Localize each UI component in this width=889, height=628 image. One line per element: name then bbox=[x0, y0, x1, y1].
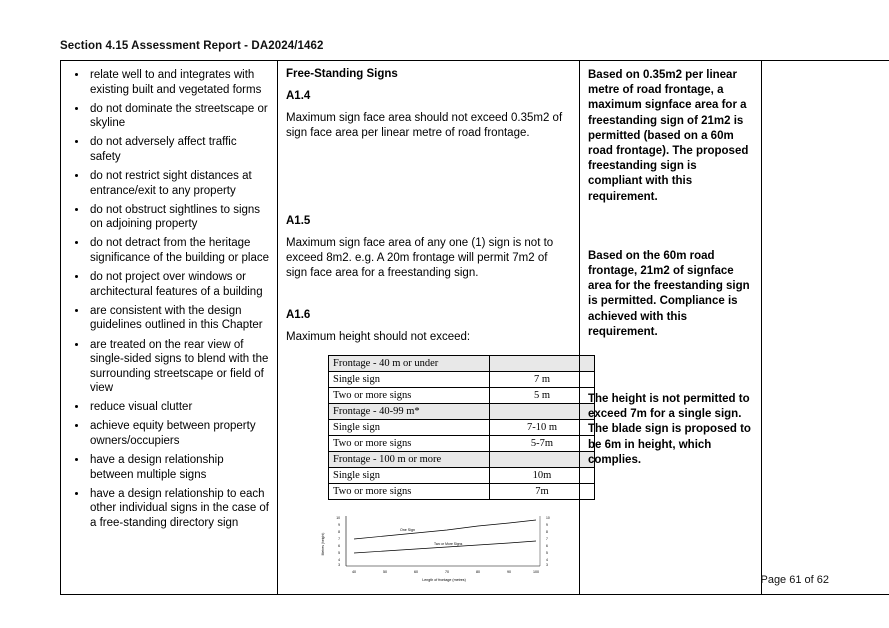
table-row bbox=[329, 484, 595, 500]
assessment-comment-cell bbox=[580, 61, 762, 595]
sign-type-label: Two or more signs bbox=[329, 484, 490, 500]
x-tick-label: 100 bbox=[533, 570, 539, 574]
frontage-label: Frontage - 100 m or more bbox=[329, 452, 490, 468]
list-item: • relate well to and integrates with existing built and vegetated forms bbox=[88, 68, 269, 97]
height-limits-table bbox=[328, 355, 595, 500]
table-row bbox=[329, 388, 595, 404]
sign-type-label: Single sign bbox=[329, 372, 490, 388]
series-label-one-sign: One Sign bbox=[400, 528, 415, 532]
frontage-label: Frontage - 40 m or under bbox=[329, 356, 490, 372]
criteria-list bbox=[69, 68, 269, 531]
clause-text-a14: Maximum sign face area should not exceed 0.35m2 of sign face area per linear metre of road frontage. bbox=[286, 112, 563, 139]
table-row bbox=[329, 404, 595, 420]
page-header: Section 4.15 Assessment Report - DA2024/1462 bbox=[60, 40, 324, 52]
list-item: • do not project over windows or architectural features of a building bbox=[88, 270, 269, 299]
y-tick-label-right: 5 bbox=[546, 551, 548, 555]
x-axis-title: Length of frontage (metres) bbox=[422, 578, 466, 582]
list-item: • do not obstruct sightlines to signs on adjoining property bbox=[88, 203, 269, 232]
y-tick-label-right: 3 bbox=[546, 563, 548, 567]
spacer bbox=[286, 151, 571, 215]
x-tick-label: 50 bbox=[383, 570, 387, 574]
y-axis-title: Metres (height) bbox=[321, 532, 325, 556]
sign-height-value: 5 m bbox=[490, 388, 595, 404]
series-label-two-or-more: Two or More Signs bbox=[434, 542, 463, 546]
list-item: • do not restrict sight distances at entrance/exit to any property bbox=[88, 169, 269, 198]
clause-number-a14: A1.4 bbox=[286, 90, 311, 102]
table-row bbox=[329, 372, 595, 388]
table-row bbox=[329, 452, 595, 468]
comment-a14: Based on 0.35m2 per linear metre of road frontage, a maximum signface area for a freestanding sign of 21m2 is permitted (based on a 60m road frontage). The proposed freestanding sign is compliant with this requirement. bbox=[588, 69, 749, 203]
table-row bbox=[329, 436, 595, 452]
y-tick-label-right: 6 bbox=[546, 544, 548, 548]
sign-type-label: Single sign bbox=[329, 468, 490, 484]
table-row bbox=[61, 61, 889, 595]
list-item: • have a design relationship to each other individual signs in the case of a free-standing directory sign bbox=[88, 487, 269, 531]
sign-height-value: 7-10 m bbox=[490, 420, 595, 436]
chart-svg bbox=[314, 512, 564, 584]
clause-text-a16: Maximum height should not exceed: bbox=[286, 331, 471, 343]
sign-type-label: Two or more signs bbox=[329, 436, 490, 452]
list-item: • reduce visual clutter bbox=[88, 400, 269, 415]
y-tick-label: 3 bbox=[338, 563, 340, 567]
x-tick-label: 70 bbox=[445, 570, 449, 574]
list-item: • achieve equity between property owners/occupiers bbox=[88, 419, 269, 448]
list-item: • do not dominate the streetscape or skyline bbox=[88, 102, 269, 131]
sign-type-label: Single sign bbox=[329, 420, 490, 436]
y-tick-label-right: 9 bbox=[546, 523, 548, 527]
y-tick-label: 6 bbox=[338, 544, 340, 548]
sign-height-value: 7m bbox=[490, 484, 595, 500]
comment-a16: The height is not permitted to exceed 7m for a single sign. The blade sign is proposed to be 6m in height, which complies. bbox=[588, 393, 751, 466]
control-cell bbox=[278, 61, 580, 595]
x-tick-label: 60 bbox=[414, 570, 418, 574]
y-tick-label-right: 4 bbox=[546, 558, 548, 562]
assessment-table bbox=[60, 60, 889, 595]
frontage-label: Frontage - 40-99 m* bbox=[329, 404, 490, 420]
height-frontage-chart bbox=[314, 512, 564, 584]
spacer bbox=[286, 291, 571, 309]
sign-height-value: 5-7m bbox=[490, 436, 595, 452]
y-tick-label-right: 10 bbox=[546, 516, 550, 520]
y-tick-label: 8 bbox=[338, 530, 340, 534]
list-item: • do not detract from the heritage significance of the building or place bbox=[88, 236, 269, 265]
y-tick-label: 7 bbox=[338, 537, 340, 541]
x-tick-label: 40 bbox=[352, 570, 356, 574]
list-item: • are consistent with the design guidelines outlined in this Chapter bbox=[88, 304, 269, 333]
page-footer: Page 61 of 62 bbox=[760, 574, 829, 586]
list-item: • do not adversely affect traffic safety bbox=[88, 135, 269, 164]
y-tick-label: 5 bbox=[338, 551, 340, 555]
list-item: • have a design relationship between multiple signs bbox=[88, 453, 269, 482]
clause-number-a15: A1.5 bbox=[286, 215, 311, 227]
y-tick-label: 10 bbox=[336, 516, 340, 520]
clause-number-a16: A1.6 bbox=[286, 309, 311, 321]
section-heading: Free-Standing Signs bbox=[286, 68, 398, 80]
y-tick-label: 4 bbox=[338, 558, 340, 562]
blank-cell bbox=[762, 61, 889, 595]
sign-type-label: Two or more signs bbox=[329, 388, 490, 404]
criteria-cell bbox=[61, 61, 278, 595]
comment-a15: Based on the 60m road frontage, 21m2 of signface area for the freestanding sign is permitted. Compliance is achieved with this requirement. bbox=[588, 249, 750, 338]
table-row bbox=[329, 468, 595, 484]
x-tick-label: 90 bbox=[507, 570, 511, 574]
y-tick-label-right: 8 bbox=[546, 530, 548, 534]
table-row bbox=[329, 356, 595, 372]
sign-height-value: 7 m bbox=[490, 372, 595, 388]
y-tick-label-right: 7 bbox=[546, 537, 548, 541]
list-item: • are treated on the rear view of single-sided signs to blend with the surrounding streetscape or field of view bbox=[88, 338, 269, 396]
sign-height-value: 10m bbox=[490, 468, 595, 484]
y-tick-label: 9 bbox=[338, 523, 340, 527]
clause-text-a15: Maximum sign face area of any one (1) sign is not to exceed 8m2. e.g. A 20m frontage will permit 7m2 of sign face area for a freestanding sign. bbox=[286, 237, 554, 279]
x-tick-label: 80 bbox=[476, 570, 480, 574]
table-row bbox=[329, 420, 595, 436]
